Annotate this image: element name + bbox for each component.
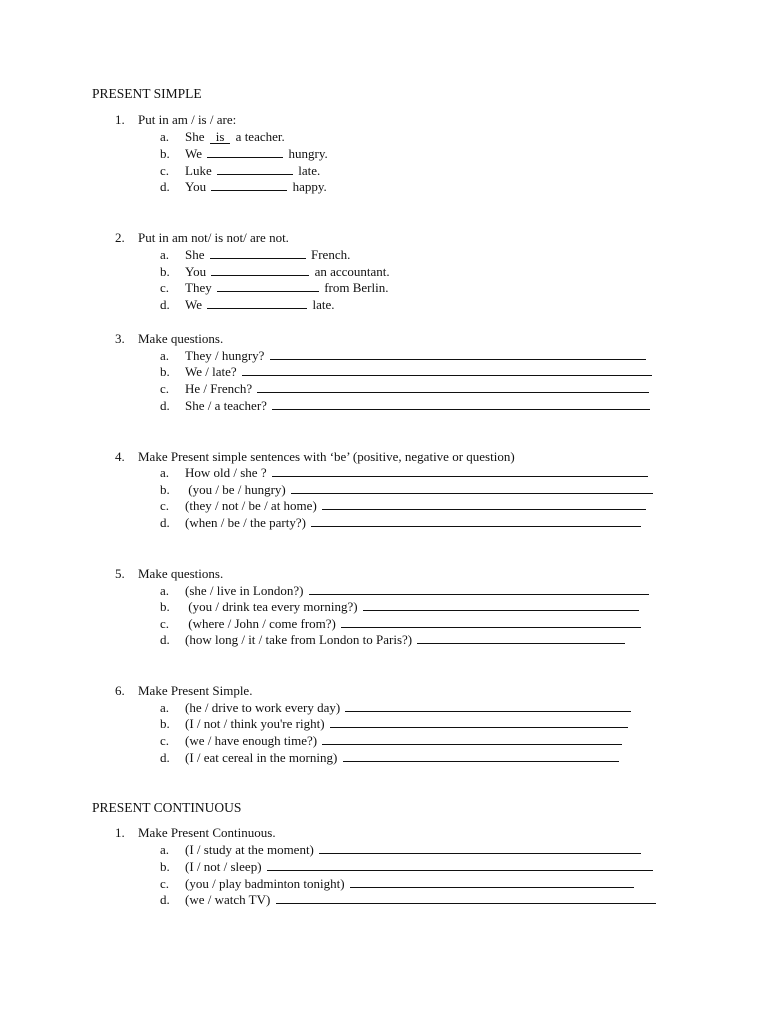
item-prompt: They / hungry? [185,348,265,363]
item-prompt: (we / watch TV) [185,892,271,907]
item-subject: You [185,264,207,279]
question-number: 5. [115,566,125,581]
answer-blank[interactable] [217,280,319,292]
item-prompt: (you / be / hungry) [185,482,286,497]
item-prompt: (I / not / think you're right) [185,716,325,731]
question-4-heading [115,449,515,465]
item-subject: We [185,146,202,161]
item-letter: c. [160,733,170,748]
item-prompt: (she / live in London?) [185,583,304,598]
item-subject: You [185,179,207,194]
answer-line[interactable] [291,482,653,494]
item-complement: hungry. [288,146,328,161]
item-letter: b. [160,264,170,279]
exercise-item [160,129,285,145]
item-prompt: (I / study at the moment) [185,842,314,857]
item-complement: late. [312,297,335,312]
item-prompt: We / late? [185,364,237,379]
item-prompt: How old / she ? [185,465,267,480]
item-letter: b. [160,146,170,161]
answer-blank[interactable] [207,297,307,309]
item-prompt: (where / John / come from?) [185,616,336,631]
exercise-item [160,876,636,892]
question-number: 6. [115,683,125,698]
question-instruction: Make questions. [138,566,224,581]
item-complement: from Berlin. [324,280,389,295]
item-prompt: (I / not / sleep) [185,859,262,874]
question-instruction: Put in am / is / are: [138,112,237,127]
exercise-item [160,179,327,195]
answer-blank[interactable] [211,179,287,191]
item-letter: d. [160,515,170,530]
question-1-heading [115,112,236,128]
item-complement: an accountant. [314,264,390,279]
question-instruction: Put in am not/ is not/ are not. [138,230,289,245]
item-complement: late. [298,163,321,178]
answer-line[interactable] [272,398,650,410]
answer-line[interactable] [319,842,641,854]
answer-line[interactable] [417,632,625,644]
exercise-item [160,859,655,875]
item-letter: a. [160,842,170,857]
item-letter: b. [160,859,170,874]
item-letter: c. [160,381,170,396]
answer-line[interactable] [345,700,631,712]
question-number: 2. [115,230,125,245]
answer-blank[interactable] [211,264,309,276]
answer-line[interactable] [276,892,656,904]
question-number: 3. [115,331,125,346]
exercise-item [160,599,641,615]
exercise-item [160,280,388,296]
item-complement: happy. [292,179,327,194]
item-prompt: (I / eat cereal in the morning) [185,750,338,765]
answer-line[interactable] [341,616,641,628]
item-letter: a. [160,700,170,715]
item-prompt: He / French? [185,381,253,396]
answer-blank[interactable] [210,247,306,259]
exercise-item [160,247,350,263]
question-instruction: Make Present Simple. [138,683,253,698]
answer-blank[interactable] [207,146,283,158]
item-subject: They [185,280,212,295]
item-letter: d. [160,892,170,907]
item-prompt: (when / be / the party?) [185,515,306,530]
question-number: 4. [115,449,125,464]
exercise-item [160,632,627,648]
exercise-item [160,465,650,481]
exercise-item [160,398,652,414]
answer-line[interactable] [330,716,628,728]
question-instruction: Make Present Continuous. [138,825,276,840]
answer-line[interactable] [363,599,639,611]
exercise-item [160,264,390,280]
item-prompt: (you / drink tea every morning?) [185,599,358,614]
exercise-item [160,498,648,514]
exercise-item [160,482,655,498]
exercise-item [160,733,624,749]
exercise-item [160,163,320,179]
item-letter: d. [160,750,170,765]
item-letter: b. [160,716,170,731]
exercise-item [160,700,633,716]
item-complement: French. [311,247,351,262]
question-number: 1. [115,825,125,840]
item-letter: c. [160,876,170,891]
answer-blank-filled: is [210,130,231,144]
answer-line[interactable] [322,498,646,510]
answer-line[interactable] [270,348,646,360]
item-prompt: (he / drive to work every day) [185,700,341,715]
item-letter: d. [160,632,170,647]
answer-line[interactable] [257,381,649,393]
answer-line[interactable] [242,364,652,376]
answer-line[interactable] [309,583,649,595]
question-6-heading [115,683,252,699]
section-heading-present-simple: PRESENT SIMPLE [92,86,202,101]
answer-blank[interactable] [217,163,293,175]
exercise-item [160,716,630,732]
item-letter: d. [160,179,170,194]
item-letter: d. [160,398,170,413]
exercise-item [160,348,648,364]
item-prompt: (we / have enough time?) [185,733,318,748]
answer-line[interactable] [311,515,641,527]
question-1-heading [115,825,276,841]
exercise-item [160,381,651,397]
question-instruction: Make questions. [138,331,224,346]
item-letter: c. [160,163,170,178]
question-5-heading [115,566,223,582]
exercise-item [160,583,651,599]
exercise-item [160,146,328,162]
exercise-item [160,515,643,531]
question-number: 1. [115,112,125,127]
item-letter: c. [160,280,170,295]
item-subject: She [185,247,205,262]
answer-line[interactable] [322,733,622,745]
item-complement: a teacher. [235,129,285,144]
item-prompt: (they / not / be / at home) [185,498,317,513]
item-letter: c. [160,498,170,513]
item-prompt: She / a teacher? [185,398,267,413]
item-letter: c. [160,616,170,631]
item-letter: b. [160,482,170,497]
item-letter: d. [160,297,170,312]
item-letter: a. [160,247,170,262]
answer-line[interactable] [272,465,648,477]
exercise-item [160,750,621,766]
section-heading-present-continuous: PRESENT CONTINUOUS [92,800,242,815]
question-instruction: Make Present simple sentences with ‘be’ (positive, negative or question) [138,449,515,464]
item-letter: b. [160,599,170,614]
item-letter: a. [160,348,170,363]
exercise-item [160,364,654,380]
question-3-heading [115,331,223,347]
exercise-item [160,616,643,632]
item-prompt: (how long / it / take from London to Paris?) [185,632,413,647]
item-letter: b. [160,364,170,379]
answer-line[interactable] [267,859,653,871]
answer-line[interactable] [350,876,634,888]
exercise-item [160,892,658,908]
item-prompt: (you / play badminton tonight) [185,876,345,891]
item-letter: a. [160,465,170,480]
item-subject: We [185,297,202,312]
item-subject: Luke [185,163,212,178]
item-letter: a. [160,583,170,598]
question-2-heading [115,230,289,246]
item-subject: She [185,129,205,144]
exercise-item [160,297,335,313]
answer-line[interactable] [343,750,619,762]
exercise-item [160,842,643,858]
item-letter: a. [160,129,170,144]
